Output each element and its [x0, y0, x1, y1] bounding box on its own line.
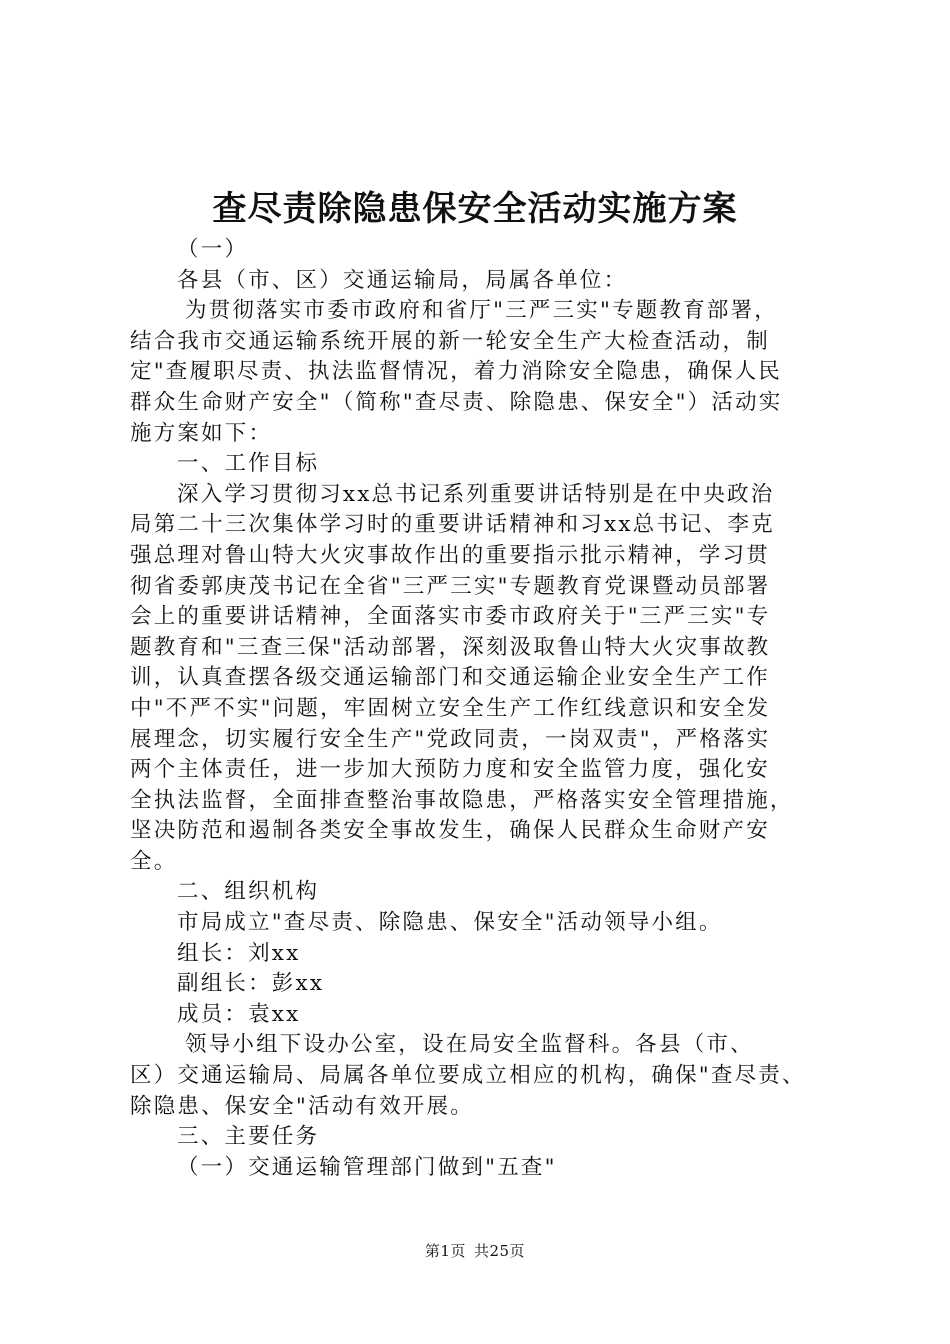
paragraph-line: 为贯彻落实市委市政府和省厅"三严三实"专题教育部署， — [185, 298, 778, 324]
paragraph-line: 群众生命财产安全"（简称"查尽责、除隐患、保安全"）活动实 — [130, 389, 783, 415]
section-number: （一） — [177, 237, 249, 262]
paragraph-line: 局第二十三次集体学习时的重要讲话精神和习xx总书记、李克 — [130, 512, 775, 538]
paragraph-line: 会上的重要讲话精神，全面落实市委市政府关于"三严三实"专 — [130, 604, 771, 630]
paragraph-line: 展理念，切实履行安全生产"党政同责，一岗双责"，严格落实 — [130, 726, 771, 752]
paragraph-line: 全。 — [130, 848, 178, 874]
document-title: 查尽责除隐患保安全活动实施方案 — [212, 189, 738, 229]
paragraph-line: 领导小组下设办公室，设在局安全监督科。各县（市、 — [185, 1032, 754, 1058]
paragraph-line: 题教育和"三查三保"活动部署，深刻汲取鲁山特大火灾事故教 — [130, 634, 771, 660]
paragraph-line: 强总理对鲁山特大火灾事故作出的重要指示批示精神，学习贯 — [130, 542, 770, 568]
paragraph-line: 施方案如下： — [130, 420, 273, 446]
paragraph-line: 市局成立"查尽责、除隐患、保安全"活动领导小组。 — [177, 910, 723, 936]
paragraph-line: 深入学习贯彻习xx总书记系列重要讲话特别是在中央政治 — [177, 481, 775, 507]
page-total: 共25页 — [473, 1242, 526, 1260]
section-heading: 一、工作目标 — [177, 451, 320, 477]
page-footer — [0, 1241, 950, 1261]
member-line: 副组长：彭xx — [177, 971, 325, 997]
paragraph-line: 定"查履职尽责、执法监督情况，着力消除安全隐患，确保人民 — [130, 359, 782, 385]
member-line: 组长：刘xx — [177, 940, 301, 966]
subsection-heading: （一）交通运输管理部门做到"五查" — [177, 1154, 557, 1180]
paragraph-line: 结合我市交通运输系统开展的新一轮安全生产大检查活动，制 — [130, 328, 770, 354]
paragraph-line: 中"不严不实"问题，牢固树立安全生产工作红线意识和安全发 — [130, 695, 771, 721]
document-body — [130, 235, 835, 1183]
paragraph-line: 坚决防范和遏制各类安全事故发生，确保人民群众生命财产安 — [130, 818, 770, 844]
paragraph-line: 训，认真查摆各级交通运输部门和交通运输企业安全生产工作 — [130, 665, 770, 691]
paragraph-line: 区）交通运输局、局属各单位要成立相应的机构，确保"查尽责、 — [130, 1063, 806, 1089]
salutation: 各县（市、区）交通运输局，局属各单位： — [177, 267, 628, 293]
section-heading: 三、主要任务 — [177, 1124, 320, 1150]
paragraph-line: 全执法监督，全面排查整治事故隐患，严格落实安全管理措施， — [130, 787, 794, 813]
section-heading: 二、组织机构 — [177, 879, 320, 905]
paragraph-line: 两个主体责任，进一步加大预防力度和安全监管力度，强化安 — [130, 757, 770, 783]
page-number: 第1页 — [424, 1242, 466, 1260]
paragraph-line: 彻省委郭庚茂书记在全省"三严三实"专题教育党课暨动员部署 — [130, 573, 771, 599]
member-line: 成员：袁xx — [177, 1001, 301, 1027]
paragraph-line: 除隐患、保安全"活动有效开展。 — [130, 1093, 474, 1119]
